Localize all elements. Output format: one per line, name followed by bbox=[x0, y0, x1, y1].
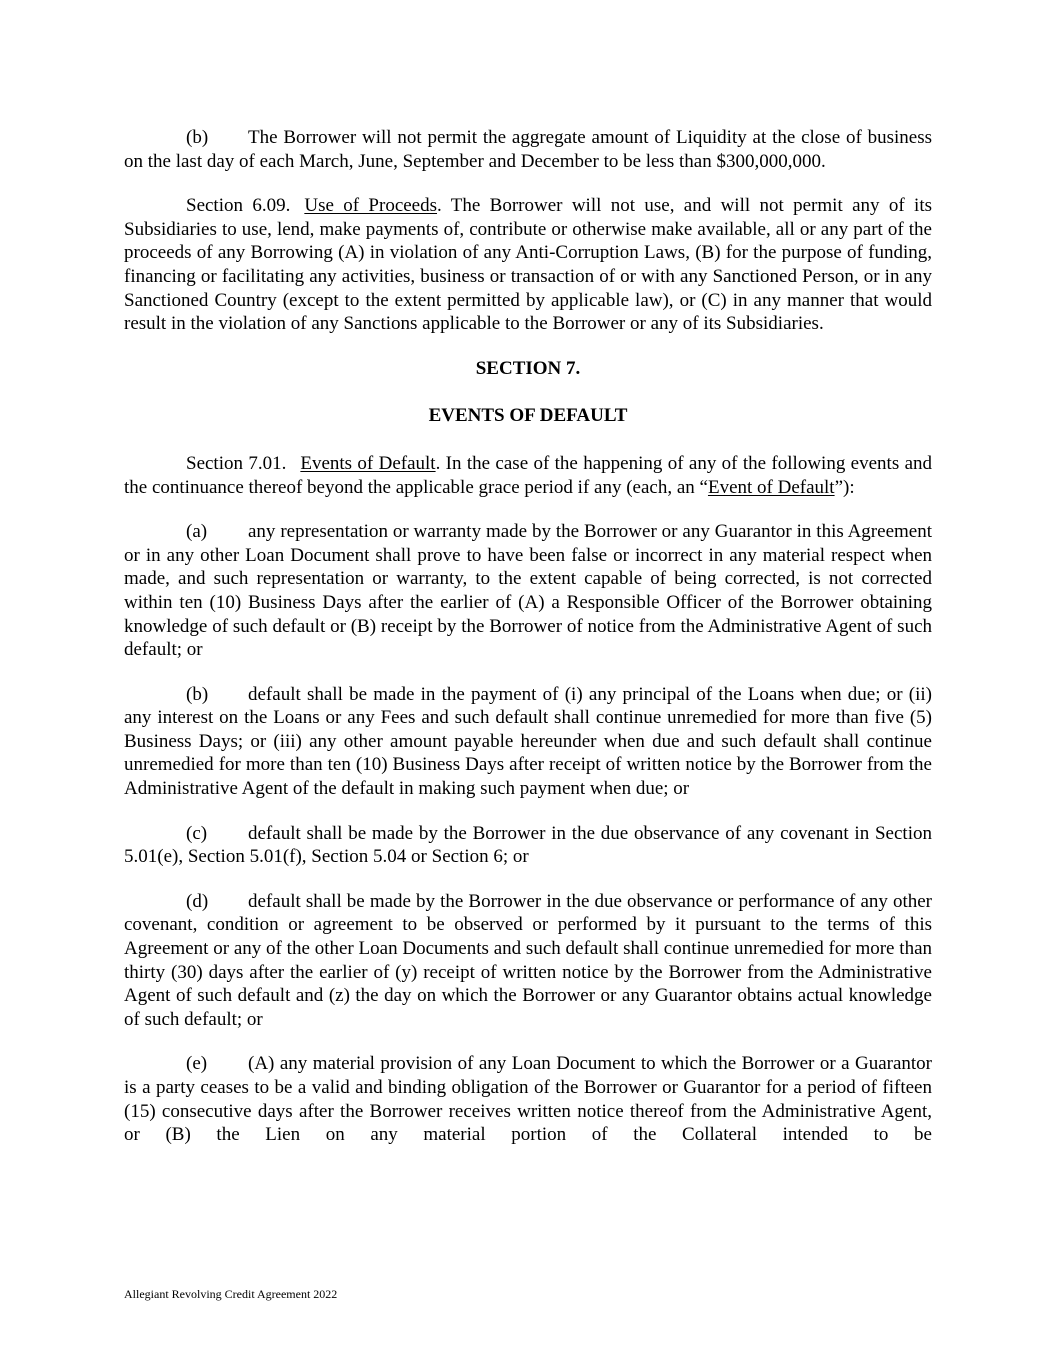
clause-text: default shall be made by the Borrower in the due observance of any covenant in Section 5.01(e), Section 5.01(f), Section 5.04 or Section 6; or bbox=[124, 822, 932, 868]
clause-label: (a) bbox=[186, 521, 208, 543]
section-number: Section 7.01. bbox=[186, 452, 287, 474]
section-subheading: EVENTS OF DEFAULT bbox=[428, 405, 628, 427]
paragraph-label: (b) bbox=[186, 127, 209, 148]
clause-label: (c) bbox=[186, 822, 208, 844]
section-number: Section 6.09. bbox=[186, 195, 291, 217]
section-title: Use of Proceeds bbox=[304, 195, 438, 217]
clause-e bbox=[124, 1052, 932, 1146]
section-heading: SECTION 7. bbox=[475, 357, 581, 379]
section-title: Events of Default bbox=[300, 452, 436, 474]
defined-term: Event of Default bbox=[707, 476, 835, 498]
clause-label: (e) bbox=[186, 1053, 208, 1075]
section-text: . In the case of the happening of any of the following events and the continuance thereof beyond the applicable grace period if any (each, an “ bbox=[124, 452, 932, 498]
clause-label: (d) bbox=[186, 890, 209, 912]
clause-d bbox=[124, 890, 932, 1032]
clause-text: default shall be made in the payment of (i) any principal of the Loans when due; or (ii) any interest on the Loans or any Fees and such default shall continue unremedied for more than five (5) Business Days; or (iii) any other amount payable hereunder when due and such default shall continue unremedied for more than ten (10) Business Days after receipt of written notice by the Borrower from the Administrative Agent of the default in making such payment when due; or bbox=[124, 683, 932, 800]
paragraph-liquidity-covenant bbox=[124, 126, 932, 173]
clause-text: default shall be made by the Borrower in the due observance or performance of any other covenant, condition or agreement to be observed or performed by it pursuant to the terms of this Agreement or any of the other Loan Documents and such default shall continue unremedied for more than thirty (30) days after the earlier of (y) receipt of written notice by the Borrower from the Administrative Agent of such default and (z) the day on which the Borrower or any Guarantor obtains actual knowledge of such default; or bbox=[124, 890, 932, 1030]
clause-b bbox=[124, 683, 932, 801]
clause-a bbox=[124, 520, 932, 662]
section-7-01-paragraph bbox=[124, 452, 932, 499]
section-text-end: ”): bbox=[834, 476, 855, 498]
clause-label: (b) bbox=[186, 683, 209, 705]
page-footer: Allegiant Revolving Credit Agreement 2022 bbox=[124, 1287, 338, 1301]
clause-c bbox=[124, 822, 932, 869]
section-text: . The Borrower will not use, and will not permit any of its Subsidiaries to use, lend, make payments of, contribute or otherwise make available, all or any part of the proceeds of any Borrowing (A) in violation of any Anti-Corruption Laws, (B) for the purpose of funding, financing or facilitating any activities, business or transaction of or with any Sanctioned Person, or in any Sanctioned Country (except to the extent permitted by applicable law), or (C) in any manner that would result in the violation of any Sanctions applicable to the Borrower or any of its Subsidiaries. bbox=[124, 195, 932, 335]
section-6-09-paragraph bbox=[124, 194, 932, 336]
paragraph-text: The Borrower will not permit the aggregate amount of Liquidity at the close of business on the last day of each March, June, September and December to be less than $300,000,000. bbox=[124, 127, 932, 172]
clause-text: any representation or warranty made by the Borrower or any Guarantor in this Agreement or in any other Loan Document shall prove to have been false or incorrect in any material respect when made, and such representation or warranty, to the extent capable of being corrected, is not corrected within ten (10) Business Days after the earlier of (A) a Responsible Officer of the Borrower obtaining knowledge of such default or (B) receipt by the Borrower of notice from the Administrative Agent of such default; or bbox=[124, 521, 932, 661]
page-body bbox=[124, 126, 932, 1168]
clause-text: (A) any material provision of any Loan Document to which the Borrower or a Guarantor is a party ceases to be a valid and binding obligation of the Borrower or Guarantor for a period of fifteen (15) consecutive days after the Borrower receives written notice thereof from the Administrative Agent, or (B) the Lien on any material portion of the Collateral intended to be bbox=[124, 1053, 932, 1146]
